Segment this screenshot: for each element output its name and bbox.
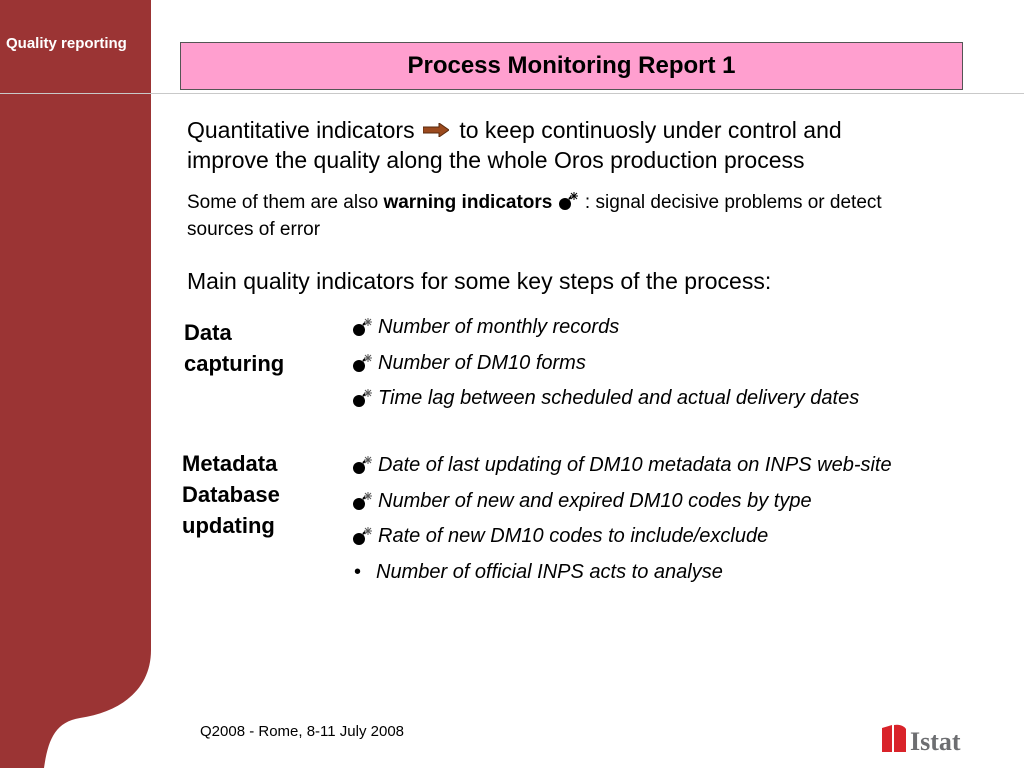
list-item (352, 386, 859, 422)
header-divider (0, 93, 1024, 94)
warning-paragraph (187, 189, 947, 243)
bomb-icon (352, 453, 378, 482)
list-item (352, 315, 859, 351)
list-item (352, 524, 892, 560)
intro-paragraph (187, 115, 927, 175)
indicator-text: Number of new and expired DM10 codes by type (378, 489, 812, 512)
metadata-updating-indicators (352, 453, 892, 595)
bomb-icon (558, 191, 580, 211)
istat-logo (880, 722, 980, 756)
intro-text-end: to keep continuosly under control and improve the quality along the whole Oros production process (187, 117, 842, 173)
list-item (352, 489, 892, 525)
step-title-metadata-database-updating: Metadata Database updating (182, 451, 280, 538)
sidebar-panel (0, 0, 160, 768)
footer-conference: Q2008 - Rome, 8-11 July 2008 (200, 723, 405, 740)
warning-suffix: : signal decisive problems or detect sources of error (187, 192, 882, 240)
step-title-data-capturing: Data capturing (184, 320, 285, 376)
logo-wordmark: Istat (910, 727, 961, 756)
indicator-text: Rate of new DM10 codes to include/exclude (378, 525, 769, 547)
section-label: Quality reporting (6, 35, 127, 52)
data-capturing-indicators (352, 315, 859, 422)
bomb-icon (352, 489, 378, 518)
warning-prefix: Some of them are also (187, 192, 384, 213)
page-title: Process Monitoring Report 1 (180, 42, 963, 90)
bullet-dot-icon: • (354, 560, 362, 583)
bomb-icon (352, 524, 378, 553)
intro-text-start: Quantitative indicators (187, 117, 415, 143)
indicator-text: Time lag between scheduled and actual delivery dates (378, 387, 860, 409)
indicators-heading: Main quality indicators for some key steps of the process: (187, 268, 772, 294)
indicator-text: Number of official INPS acts to analyse (376, 560, 723, 583)
bomb-icon (352, 386, 378, 415)
indicator-text: Number of DM10 forms (378, 351, 586, 374)
indicator-text: Number of monthly records (378, 316, 620, 338)
bomb-icon (352, 315, 378, 344)
bomb-icon (352, 351, 378, 380)
list-item (352, 351, 859, 387)
right-arrow-icon (423, 123, 449, 137)
list-item (352, 453, 892, 489)
warning-indicators-label: warning indicators (383, 192, 553, 213)
indicator-text: Date of last updating of DM10 metadata on INPS web-site (378, 454, 892, 476)
list-item (352, 560, 892, 596)
